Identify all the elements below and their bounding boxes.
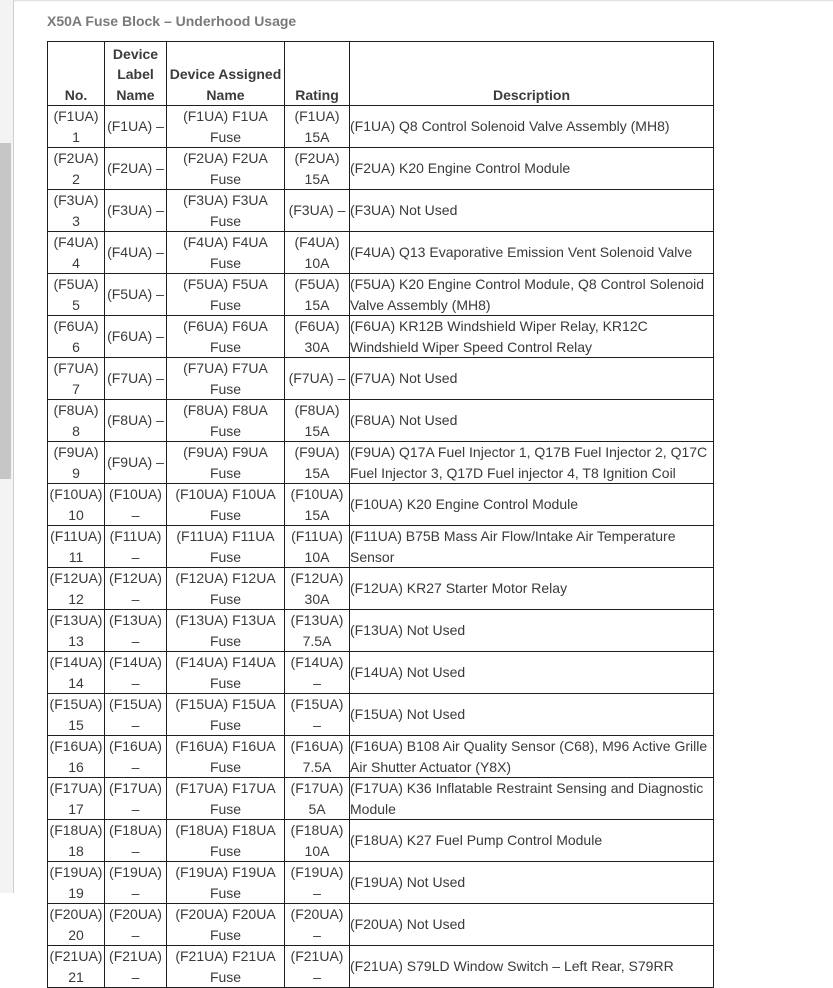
- cell-rating: (F6UA) 30A: [285, 316, 350, 358]
- table-header-row: [48, 42, 714, 106]
- cell-device-label: (F17UA) –: [105, 778, 167, 820]
- cell-device-label: (F20UA) –: [105, 904, 167, 946]
- cell-device-label: (F2UA) –: [105, 148, 167, 190]
- cell-device-assigned: (F13UA) F13UA Fuse: [167, 610, 285, 652]
- cell-description: (F2UA) K20 Engine Control Module: [350, 148, 714, 190]
- cell-device-label: (F16UA) –: [105, 736, 167, 778]
- cell-no: (F17UA) 17: [48, 778, 105, 820]
- table-row: [48, 694, 714, 736]
- cell-device-assigned: (F12UA) F12UA Fuse: [167, 568, 285, 610]
- cell-rating: (F7UA) –: [285, 358, 350, 400]
- cell-no: (F2UA) 2: [48, 148, 105, 190]
- cell-device-label: (F8UA) –: [105, 400, 167, 442]
- table-body: [48, 106, 714, 988]
- cell-device-assigned: (F6UA) F6UA Fuse: [167, 316, 285, 358]
- cell-device-label: (F12UA) –: [105, 568, 167, 610]
- table-row: [48, 736, 714, 778]
- cell-rating: (F21UA) –: [285, 946, 350, 988]
- cell-no: (F14UA) 14: [48, 652, 105, 694]
- cell-description: (F6UA) KR12B Windshield Wiper Relay, KR12C Windshield Wiper Speed Control Relay: [350, 316, 714, 358]
- cell-description: (F5UA) K20 Engine Control Module, Q8 Control Solenoid Valve Assembly (MH8): [350, 274, 714, 316]
- cell-device-assigned: (F18UA) F18UA Fuse: [167, 820, 285, 862]
- table-row: [48, 904, 714, 946]
- cell-description: (F15UA) Not Used: [350, 694, 714, 736]
- cell-no: (F21UA) 21: [48, 946, 105, 988]
- cell-rating: (F3UA) –: [285, 190, 350, 232]
- cell-description: (F3UA) Not Used: [350, 190, 714, 232]
- cell-device-assigned: (F5UA) F5UA Fuse: [167, 274, 285, 316]
- cell-device-label: (F6UA) –: [105, 316, 167, 358]
- cell-description: (F20UA) Not Used: [350, 904, 714, 946]
- cell-no: (F5UA) 5: [48, 274, 105, 316]
- cell-description: (F9UA) Q17A Fuel Injector 1, Q17B Fuel Injector 2, Q17C Fuel Injector 3, Q17D Fuel injector 4, T8 Ignition Coil: [350, 442, 714, 484]
- cell-rating: (F13UA) 7.5A: [285, 610, 350, 652]
- cell-rating: (F9UA) 15A: [285, 442, 350, 484]
- cell-device-label: (F1UA) –: [105, 106, 167, 148]
- table-row: [48, 106, 714, 148]
- cell-device-assigned: (F10UA) F10UA Fuse: [167, 484, 285, 526]
- table-row: [48, 820, 714, 862]
- cell-device-assigned: (F2UA) F2UA Fuse: [167, 148, 285, 190]
- table-row: [48, 526, 714, 568]
- cell-device-assigned: (F7UA) F7UA Fuse: [167, 358, 285, 400]
- cell-device-label: (F21UA) –: [105, 946, 167, 988]
- left-divider: [13, 0, 14, 893]
- cell-device-label: (F3UA) –: [105, 190, 167, 232]
- cell-device-label: (F10UA) –: [105, 484, 167, 526]
- cell-device-label: (F9UA) –: [105, 442, 167, 484]
- cell-device-assigned: (F3UA) F3UA Fuse: [167, 190, 285, 232]
- cell-rating: (F19UA) –: [285, 862, 350, 904]
- cell-device-label: (F4UA) –: [105, 232, 167, 274]
- cell-rating: (F15UA) –: [285, 694, 350, 736]
- cell-device-assigned: (F19UA) F19UA Fuse: [167, 862, 285, 904]
- cell-description: (F1UA) Q8 Control Solenoid Valve Assembly (MH8): [350, 106, 714, 148]
- scrollbar-thumb[interactable]: [0, 143, 11, 479]
- cell-description: (F12UA) KR27 Starter Motor Relay: [350, 568, 714, 610]
- cell-no: (F18UA) 18: [48, 820, 105, 862]
- cell-rating: (F17UA) 5A: [285, 778, 350, 820]
- cell-no: (F11UA) 11: [48, 526, 105, 568]
- cell-device-label: (F19UA) –: [105, 862, 167, 904]
- cell-device-assigned: (F4UA) F4UA Fuse: [167, 232, 285, 274]
- table-row: [48, 862, 714, 904]
- table-row: [48, 946, 714, 988]
- cell-device-assigned: (F21UA) F21UA Fuse: [167, 946, 285, 988]
- table-row: [48, 568, 714, 610]
- cell-no: (F8UA) 8: [48, 400, 105, 442]
- table-row: [48, 610, 714, 652]
- table-row: [48, 484, 714, 526]
- cell-no: (F19UA) 19: [48, 862, 105, 904]
- cell-no: (F10UA) 10: [48, 484, 105, 526]
- cell-description: (F14UA) Not Used: [350, 652, 714, 694]
- top-shadow: [14, 0, 833, 2]
- cell-no: (F3UA) 3: [48, 190, 105, 232]
- table-row: [48, 190, 714, 232]
- cell-device-assigned: (F9UA) F9UA Fuse: [167, 442, 285, 484]
- cell-device-assigned: (F20UA) F20UA Fuse: [167, 904, 285, 946]
- cell-no: (F20UA) 20: [48, 904, 105, 946]
- section-title: X50A Fuse Block – Underhood Usage: [47, 13, 297, 29]
- cell-no: (F9UA) 9: [48, 442, 105, 484]
- cell-description: (F19UA) Not Used: [350, 862, 714, 904]
- cell-device-label: (F18UA) –: [105, 820, 167, 862]
- fuse-table: [47, 41, 714, 988]
- cell-description: (F16UA) B108 Air Quality Sensor (C68), M96 Active Grille Air Shutter Actuator (Y8X): [350, 736, 714, 778]
- table-row: [48, 316, 714, 358]
- header-rating: Rating: [285, 42, 350, 106]
- cell-no: (F13UA) 13: [48, 610, 105, 652]
- table-row: [48, 274, 714, 316]
- cell-device-assigned: (F8UA) F8UA Fuse: [167, 400, 285, 442]
- cell-rating: (F14UA) –: [285, 652, 350, 694]
- cell-device-assigned: (F11UA) F11UA Fuse: [167, 526, 285, 568]
- cell-rating: (F2UA) 15A: [285, 148, 350, 190]
- cell-device-assigned: (F16UA) F16UA Fuse: [167, 736, 285, 778]
- header-description: Description: [350, 42, 714, 106]
- table-row: [48, 232, 714, 274]
- cell-rating: (F10UA) 15A: [285, 484, 350, 526]
- cell-description: (F21UA) S79LD Window Switch – Left Rear, S79RR: [350, 946, 714, 988]
- cell-rating: (F5UA) 15A: [285, 274, 350, 316]
- table-row: [48, 148, 714, 190]
- cell-device-label: (F14UA) –: [105, 652, 167, 694]
- table-row: [48, 358, 714, 400]
- cell-no: (F16UA) 16: [48, 736, 105, 778]
- cell-no: (F7UA) 7: [48, 358, 105, 400]
- cell-description: (F8UA) Not Used: [350, 400, 714, 442]
- cell-description: (F4UA) Q13 Evaporative Emission Vent Solenoid Valve: [350, 232, 714, 274]
- cell-no: (F1UA) 1: [48, 106, 105, 148]
- cell-rating: (F12UA) 30A: [285, 568, 350, 610]
- table-row: [48, 442, 714, 484]
- cell-description: (F13UA) Not Used: [350, 610, 714, 652]
- cell-device-label: (F7UA) –: [105, 358, 167, 400]
- cell-description: (F18UA) K27 Fuel Pump Control Module: [350, 820, 714, 862]
- table-row: [48, 778, 714, 820]
- cell-device-assigned: (F14UA) F14UA Fuse: [167, 652, 285, 694]
- cell-device-label: (F13UA) –: [105, 610, 167, 652]
- header-device-label: Device Label Name: [105, 42, 167, 106]
- cell-no: (F4UA) 4: [48, 232, 105, 274]
- cell-device-label: (F15UA) –: [105, 694, 167, 736]
- cell-rating: (F20UA) –: [285, 904, 350, 946]
- cell-rating: (F8UA) 15A: [285, 400, 350, 442]
- table-row: [48, 400, 714, 442]
- table-row: [48, 652, 714, 694]
- header-no: No.: [48, 42, 105, 106]
- cell-rating: (F16UA) 7.5A: [285, 736, 350, 778]
- cell-device-label: (F11UA) –: [105, 526, 167, 568]
- cell-no: (F6UA) 6: [48, 316, 105, 358]
- cell-rating: (F4UA) 10A: [285, 232, 350, 274]
- cell-rating: (F11UA) 10A: [285, 526, 350, 568]
- cell-no: (F15UA) 15: [48, 694, 105, 736]
- cell-description: (F10UA) K20 Engine Control Module: [350, 484, 714, 526]
- cell-description: (F17UA) K36 Inflatable Restraint Sensing and Diagnostic Module: [350, 778, 714, 820]
- header-device-assigned: Device Assigned Name: [167, 42, 285, 106]
- cell-device-assigned: (F17UA) F17UA Fuse: [167, 778, 285, 820]
- cell-no: (F12UA) 12: [48, 568, 105, 610]
- cell-device-assigned: (F1UA) F1UA Fuse: [167, 106, 285, 148]
- cell-description: (F11UA) B75B Mass Air Flow/Intake Air Temperature Sensor: [350, 526, 714, 568]
- cell-rating: (F1UA) 15A: [285, 106, 350, 148]
- cell-description: (F7UA) Not Used: [350, 358, 714, 400]
- cell-rating: (F18UA) 10A: [285, 820, 350, 862]
- cell-device-label: (F5UA) –: [105, 274, 167, 316]
- cell-device-assigned: (F15UA) F15UA Fuse: [167, 694, 285, 736]
